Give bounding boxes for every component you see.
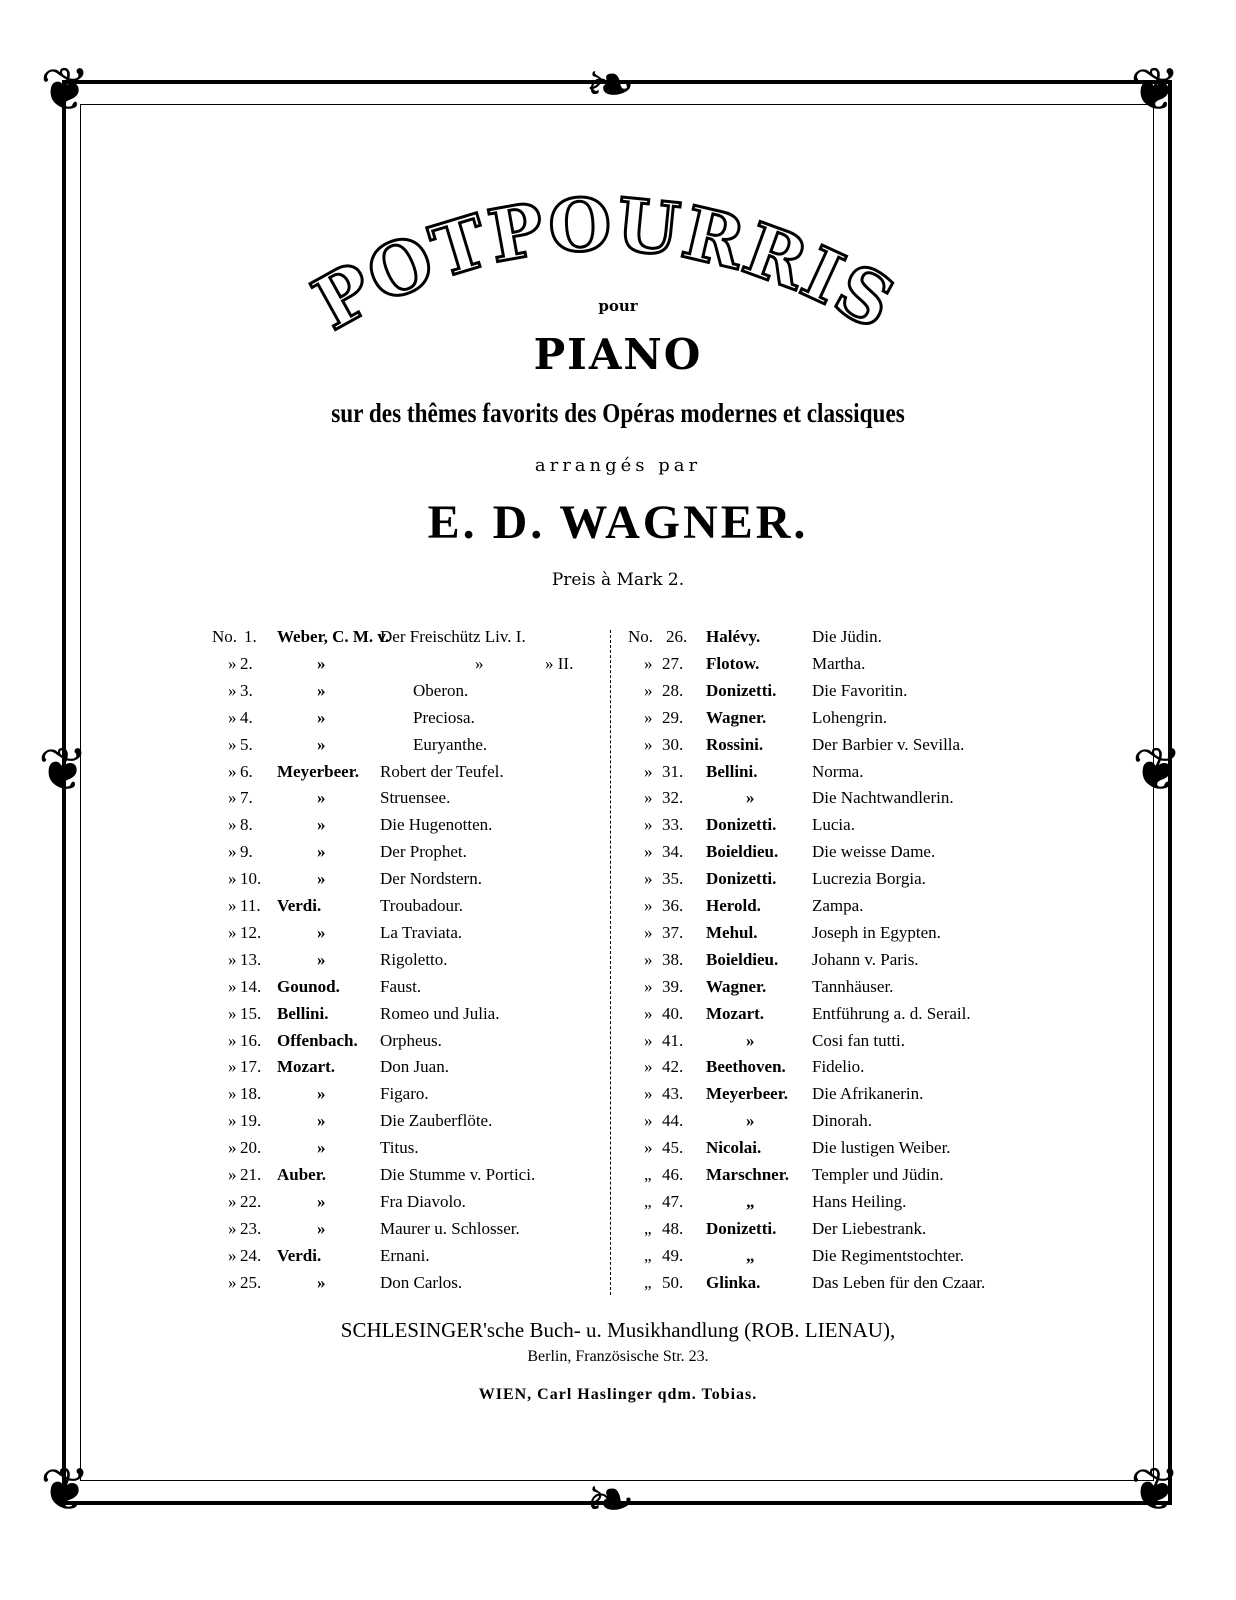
entry-composer: »	[317, 949, 326, 969]
entry-prefix: »	[644, 761, 653, 781]
bottom-ornament-icon: ❧	[585, 1465, 636, 1535]
entry-prefix: »	[228, 788, 237, 808]
entry-composer: »	[317, 1111, 326, 1131]
entry-composer: »	[317, 815, 326, 835]
entry-prefix: »	[228, 815, 237, 835]
entry-number: 15.	[240, 1003, 262, 1023]
entry-prefix: »	[228, 1218, 237, 1238]
entry-title: Die Nachtwandlerin.	[812, 788, 954, 808]
entry-prefix: »	[644, 922, 653, 942]
entry-title: Die Afrikanerin.	[812, 1084, 924, 1104]
entry-prefix: »	[228, 653, 237, 673]
entry-prefix: »	[644, 734, 653, 754]
entry-composer: Nicolai.	[706, 1138, 762, 1158]
entry-number: 37.	[662, 922, 684, 942]
entry-number: 12.	[240, 922, 262, 942]
entry-composer: Donizetti.	[706, 869, 777, 889]
entry-prefix: »	[644, 1111, 653, 1131]
entry-prefix: »	[228, 1084, 237, 1104]
entry-number: 7.	[240, 788, 253, 808]
arranged-by-label: arrangés par	[534, 455, 702, 476]
entry-number: 4.	[240, 707, 253, 727]
entry-title: Don Juan.	[380, 1057, 449, 1077]
entry-number: 27.	[662, 653, 684, 673]
entry-title: Struensee.	[380, 788, 451, 808]
entry-prefix: »	[644, 896, 653, 915]
entry-title: Romeo und Julia.	[380, 1003, 500, 1023]
entry-number: 38.	[662, 949, 684, 969]
entry-composer: „	[746, 1245, 755, 1265]
entry-number: 48.	[662, 1218, 684, 1238]
entry-composer: »	[317, 869, 326, 889]
entry-composer: Donizetti.	[706, 680, 777, 700]
entry-composer: Herold.	[706, 896, 761, 915]
entry-composer: »	[317, 680, 326, 700]
entry-title: Entführung a. d. Serail.	[812, 1003, 971, 1023]
entry-title: Der Liebestrank.	[812, 1218, 927, 1238]
entry-composer: Offenbach.	[277, 1030, 358, 1050]
entry-composer: Donizetti.	[706, 815, 777, 835]
entry-composer: Auber.	[277, 1165, 326, 1184]
entry-number: 39.	[662, 976, 684, 996]
entry-title: Die Stumme v. Portici.	[380, 1165, 536, 1184]
entry-number: 22.	[240, 1191, 262, 1211]
entry-title: Dinorah.	[812, 1111, 872, 1131]
entry-title: La Traviata.	[380, 922, 463, 942]
entry-prefix: »	[228, 1138, 237, 1158]
entry-prefix: »	[228, 976, 237, 996]
entry-prefix: »	[644, 869, 653, 889]
entry-number: 29.	[662, 707, 684, 727]
entry-composer: »	[317, 788, 326, 808]
entry-number: 35.	[662, 869, 684, 889]
entry-composer: Wagner.	[706, 707, 767, 727]
entry-title: Die weisse Dame.	[812, 842, 936, 862]
instrument-heading: PIANO	[533, 330, 703, 379]
arranger-name: E. D. WAGNER.	[427, 496, 809, 549]
entry-composer: Bellini.	[277, 1003, 329, 1023]
entry-number: 32.	[662, 788, 684, 808]
entry-number: 25.	[240, 1272, 262, 1292]
entry-composer: »	[317, 1218, 326, 1238]
entry-number: 19.	[240, 1111, 262, 1131]
entry-title: Tannhäuser.	[812, 976, 894, 996]
entry-composer: »	[317, 922, 326, 942]
entry-title: Das Leben für den Czaar.	[812, 1272, 986, 1292]
entry-number: 3.	[240, 680, 253, 700]
entry-number: 14.	[240, 976, 262, 996]
entry-composer: Rossini.	[706, 734, 764, 754]
entry-title: Figaro.	[380, 1084, 429, 1104]
entry-number: 23.	[240, 1218, 262, 1238]
entry-title: Die Jüdin.	[812, 627, 882, 646]
publisher-name: SCHLESINGER'sche Buch- u. Musikhandlung (ROB. LIENAU),	[340, 1318, 896, 1342]
entry-title: Orpheus.	[380, 1030, 442, 1050]
entry-composer: Marschner.	[706, 1165, 789, 1184]
entry-number: 28.	[662, 680, 684, 700]
entry-number: 34.	[662, 842, 684, 862]
entry-prefix: „	[644, 1272, 652, 1292]
entry-prefix: »	[644, 680, 653, 700]
entry-title: Lucrezia Borgia.	[812, 869, 926, 889]
entry-composer: Halévy.	[706, 627, 761, 646]
entry-composer: »	[317, 734, 326, 754]
entry-title: Ernani.	[380, 1245, 430, 1265]
entry-composer: Beethoven.	[706, 1057, 786, 1077]
entry-prefix: »	[644, 976, 653, 996]
entry-composer: Boieldieu.	[706, 842, 779, 862]
entry-title: Die Hugenotten.	[380, 815, 493, 835]
subtitle: sur des thêmes favorits des Opéras modernes et classiques	[331, 398, 905, 428]
entry-composer: »	[317, 842, 326, 862]
entry-number: 50.	[662, 1272, 684, 1292]
entry-number: 21.	[240, 1165, 262, 1184]
vienna-publisher: WIEN, Carl Haslinger qdm. Tobias.	[478, 1386, 758, 1403]
entry-composer: Bellini.	[706, 761, 758, 781]
entry-composer: Verdi.	[277, 896, 322, 915]
entry-composer: „	[746, 1191, 755, 1211]
entry-composer: Verdi.	[277, 1245, 322, 1265]
svg-text:POTPOURRIS	[300, 181, 910, 347]
entry-number: 42.	[662, 1057, 684, 1077]
entry-prefix: »	[644, 842, 653, 862]
entry-number: 47.	[662, 1191, 684, 1211]
entry-title: »	[475, 653, 484, 673]
entry-title: Cosi fan tutti.	[812, 1030, 906, 1050]
entry-title: Templer und Jüdin.	[812, 1165, 944, 1184]
entry-prefix: „	[644, 1191, 652, 1211]
entry-number: 8.	[240, 815, 253, 835]
entry-number: 49.	[662, 1245, 684, 1265]
entry-number: 36.	[662, 896, 684, 915]
entry-number: 26.	[666, 627, 688, 646]
entry-composer: Donizetti.	[706, 1218, 777, 1238]
entry-title: Lucia.	[812, 815, 855, 835]
entry-prefix: »	[228, 761, 237, 781]
entry-number: 1.	[244, 627, 257, 646]
entry-composer: »	[317, 1191, 326, 1211]
entry-prefix: »	[644, 1084, 653, 1104]
entry-prefix: „	[644, 1218, 652, 1238]
entry-number: 43.	[662, 1084, 684, 1104]
entry-prefix: »	[228, 869, 237, 889]
entry-number: 46.	[662, 1165, 684, 1184]
entry-number: 31.	[662, 761, 684, 781]
entry-number: 13.	[240, 949, 262, 969]
entry-title: Preciosa.	[413, 707, 475, 727]
entry-title: Rigoletto.	[380, 949, 448, 969]
entry-prefix: »	[228, 1057, 237, 1077]
entry-composer: »	[317, 653, 326, 673]
entry-prefix: »	[644, 1138, 653, 1158]
entry-title: Oberon.	[413, 680, 469, 700]
entry-composer: Glinka.	[706, 1272, 761, 1292]
entry-title: Der Prophet.	[380, 842, 467, 862]
entry-prefix: »	[644, 653, 653, 673]
entry-number: 6.	[240, 761, 253, 781]
entry-prefix: »	[228, 922, 237, 942]
entry-title: Zampa.	[812, 896, 864, 915]
corner-ornament-icon: ❦	[40, 55, 91, 125]
entry-title: Johann v. Paris.	[812, 949, 919, 969]
entry-number: 20.	[240, 1138, 262, 1158]
entry-number: 30.	[662, 734, 684, 754]
entry-prefix: »	[644, 815, 653, 835]
entry-prefix: »	[644, 949, 653, 969]
entry-title: Martha.	[812, 653, 866, 673]
entry-prefix: »	[644, 1057, 653, 1077]
entry-number: 44.	[662, 1111, 684, 1131]
entry-composer: »	[746, 1030, 755, 1050]
entry-prefix: »	[228, 680, 237, 700]
entry-prefix: »	[228, 707, 237, 727]
main-title-text: POTPOURRIS	[299, 181, 910, 347]
entry-title: Lohengrin.	[812, 707, 888, 727]
entry-composer: Flotow.	[706, 653, 760, 673]
entry-title: Robert der Teufel.	[380, 761, 504, 781]
entry-title: Die Favoritin.	[812, 680, 908, 700]
entry-number: 24.	[240, 1245, 262, 1265]
entry-composer: Wagner.	[706, 976, 767, 996]
entry-composer: »	[317, 707, 326, 727]
entry-prefix: »	[228, 1245, 237, 1265]
entry-title: Der Freischütz Liv. I.	[380, 627, 526, 646]
entry-prefix: »	[644, 788, 653, 808]
side-ornament-icon: ❦	[38, 735, 89, 805]
entry-composer: Mozart.	[277, 1057, 336, 1077]
entry-composer: »	[317, 1272, 326, 1292]
entry-title: Don Carlos.	[380, 1272, 463, 1292]
entry-number: 18.	[240, 1084, 262, 1104]
publisher-address: Berlin, Französische Str. 23.	[527, 1348, 709, 1365]
entry-composer: Mehul.	[706, 922, 758, 942]
entry-prefix: »	[228, 896, 237, 915]
column-divider	[610, 630, 611, 1295]
entry-title: Hans Heiling.	[812, 1191, 907, 1211]
entry-title: Fidelio.	[812, 1057, 865, 1077]
entry-title: Die Zauberflöte.	[380, 1111, 493, 1131]
entry-composer: »	[317, 1138, 326, 1158]
entry-title: Troubadour.	[380, 896, 463, 915]
entry-number: 16.	[240, 1030, 262, 1050]
entry-composer: Weber, C. M. v.	[277, 627, 390, 646]
entry-title: Der Nordstern.	[380, 869, 482, 889]
side-ornament-icon: ❦	[1132, 735, 1183, 805]
entry-composer: Gounod.	[277, 976, 340, 996]
entry-prefix: »	[228, 1003, 237, 1023]
entry-number: 45.	[662, 1138, 684, 1158]
entry-composer: »	[746, 1111, 755, 1131]
entry-title: Norma.	[812, 761, 864, 781]
entry-composer: Meyerbeer.	[277, 761, 359, 781]
entry-number: 2.	[240, 653, 253, 673]
pour-label: pour	[598, 297, 638, 315]
entry-prefix: »	[228, 1111, 237, 1131]
corner-ornament-icon: ❦	[1130, 1455, 1181, 1525]
entry-title: Die lustigen Weiber.	[812, 1138, 951, 1158]
entry-title: Fra Diavolo.	[380, 1191, 466, 1211]
entry-prefix: »	[228, 842, 237, 862]
corner-ornament-icon: ❦	[40, 1455, 91, 1525]
entry-composer: »	[746, 788, 755, 808]
entry-number: 40.	[662, 1003, 684, 1023]
entry-number: 41.	[662, 1030, 684, 1050]
entry-prefix: »	[644, 1030, 653, 1050]
corner-ornament-icon: ❦	[1130, 55, 1181, 125]
top-ornament-icon: ❧	[585, 50, 636, 120]
entry-prefix: »	[644, 707, 653, 727]
entry-title: Der Barbier v. Sevilla.	[812, 734, 965, 754]
entry-composer: Meyerbeer.	[706, 1084, 788, 1104]
entry-prefix: »	[228, 949, 237, 969]
entry-prefix: »	[228, 734, 237, 754]
entry-composer: »	[317, 1084, 326, 1104]
entry-prefix: No.	[212, 627, 238, 646]
entry-composer: Mozart.	[706, 1003, 765, 1023]
entry-prefix: »	[228, 1272, 237, 1292]
entry-composer: Boieldieu.	[706, 949, 779, 969]
entry-prefix: »	[644, 1003, 653, 1023]
entry-prefix: No.	[628, 627, 654, 646]
entry-prefix: »	[228, 1030, 237, 1050]
entry-title: Joseph in Egypten.	[812, 922, 941, 942]
price: Preis à Mark 2.	[551, 570, 685, 590]
entry-number: 10.	[240, 869, 262, 889]
entry-title: Maurer u. Schlosser.	[380, 1218, 520, 1238]
entry-number: 9.	[240, 842, 253, 862]
entry-volume: » II.	[545, 653, 574, 673]
entry-title: Euryanthe.	[413, 734, 488, 754]
entry-prefix: „	[644, 1245, 652, 1265]
entry-prefix: »	[228, 1191, 237, 1211]
entry-prefix: »	[228, 1165, 237, 1184]
entry-title: Titus.	[380, 1138, 419, 1158]
entry-prefix: „	[644, 1165, 652, 1184]
entry-number: 5.	[240, 734, 253, 754]
entry-number: 11.	[240, 896, 261, 915]
entry-title: Die Regimentstochter.	[812, 1245, 965, 1265]
entry-number: 33.	[662, 815, 684, 835]
entry-title: Faust.	[380, 976, 422, 996]
entry-number: 17.	[240, 1057, 262, 1077]
